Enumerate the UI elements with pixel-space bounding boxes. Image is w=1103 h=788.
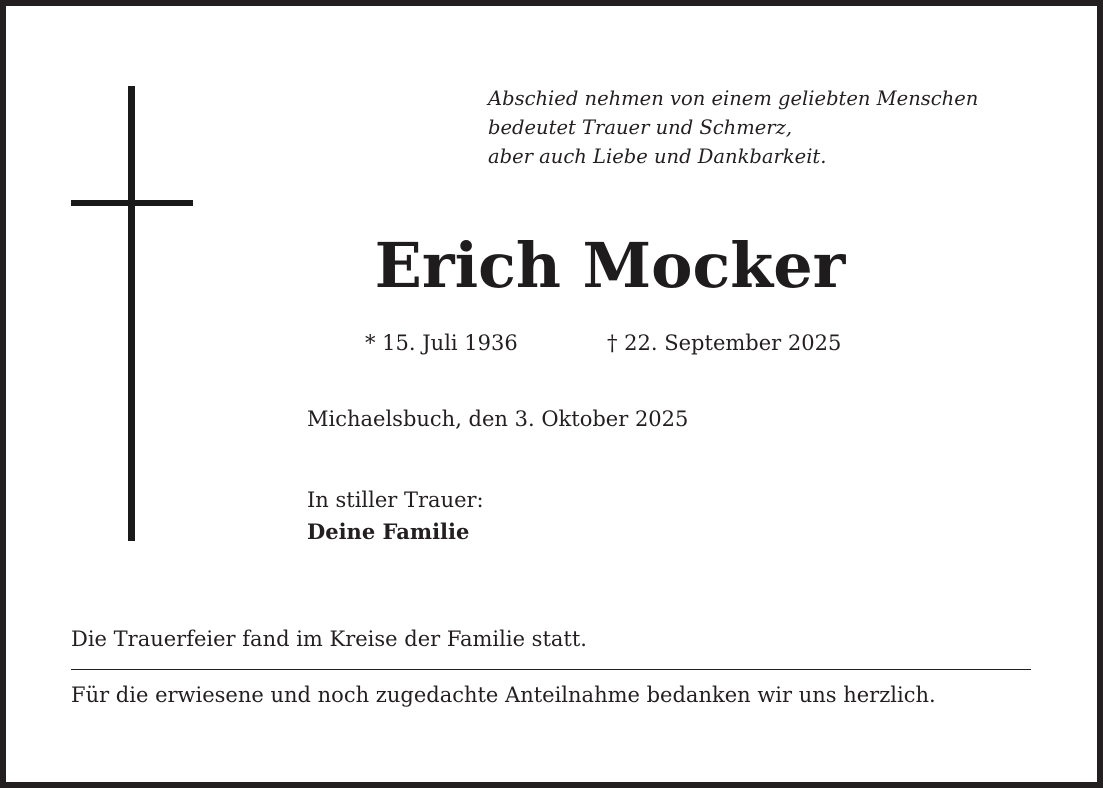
death-date: † 22. September 2025 [607, 331, 842, 355]
deceased-name: Erich Mocker [374, 229, 846, 302]
thanks-note: Für die erwiesene und noch zugedachte Anteilnahme bedanken wir uns herzlich. [71, 683, 936, 707]
funeral-note: Die Trauerfeier fand im Kreise der Familie statt. [71, 627, 587, 651]
motto-line: bedeutet Trauer und Schmerz, [488, 116, 793, 139]
cross-horizontal-bar [71, 200, 193, 206]
family-signature: Deine Familie [307, 519, 470, 544]
motto-quote [488, 84, 1068, 171]
mourning-label: In stiller Trauer: [307, 488, 484, 512]
motto-line: aber auch Liebe und Dankbarkeit. [488, 145, 827, 168]
divider [71, 669, 1031, 670]
cross-vertical-bar [128, 86, 135, 541]
birth-date: * 15. Juli 1936 [365, 331, 518, 355]
motto-line: Abschied nehmen von einem geliebten Menschen [488, 87, 979, 110]
place-and-date: Michaelsbuch, den 3. Oktober 2025 [307, 407, 689, 431]
